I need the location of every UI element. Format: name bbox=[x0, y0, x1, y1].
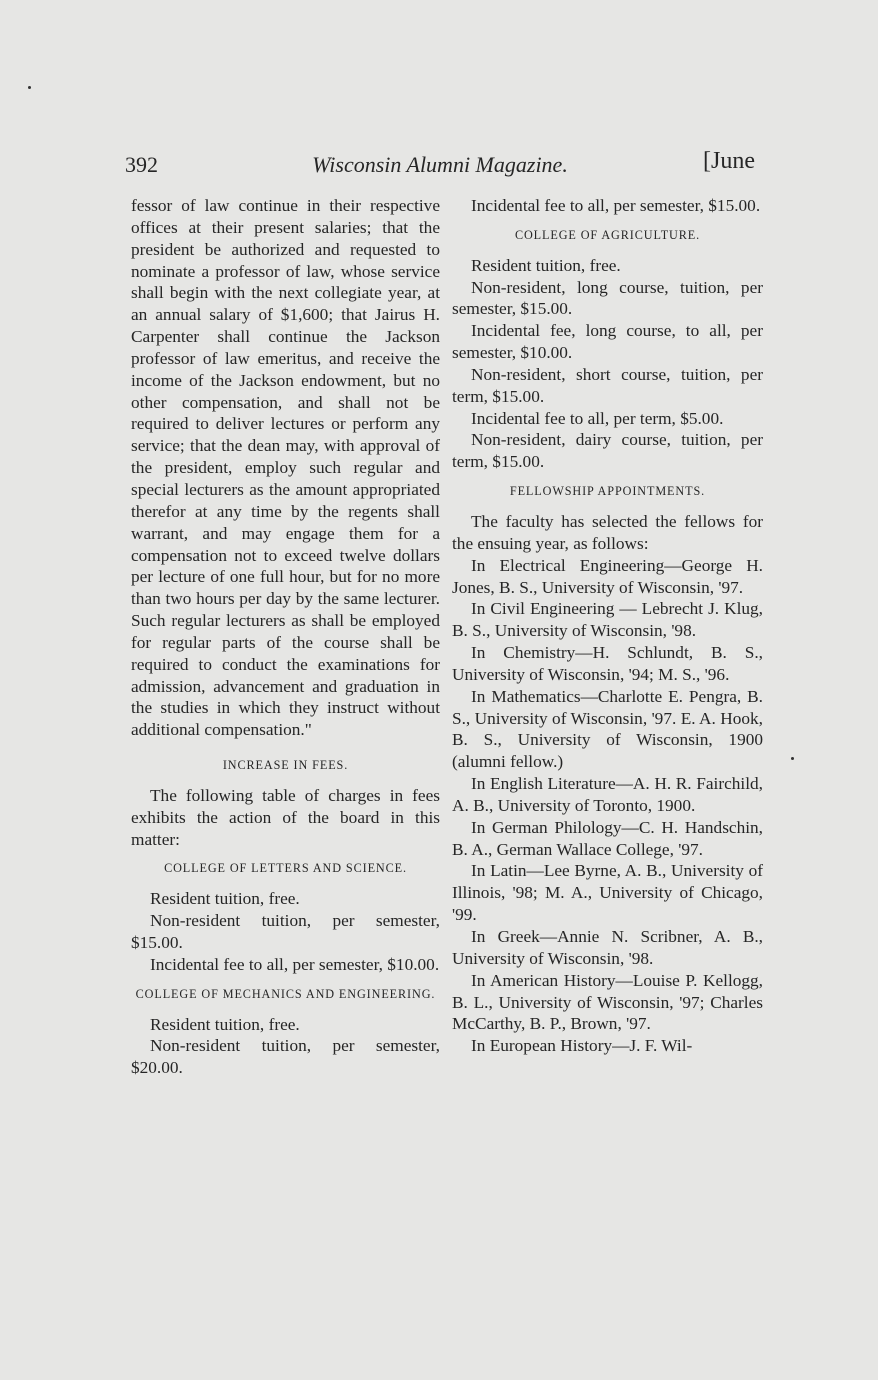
fellowship-entry: In Mathematics—Charlotte E. Pengra, B. S., University of Wisconsin, '97. E. A. Hook, B. S., University of Wisconsin, 1900 (alumni fellow.) bbox=[452, 686, 763, 772]
fee-item: Incidental fee, long course, to all, per semester, $10.00. bbox=[452, 321, 763, 363]
section-heading-mechanics-engineering: COLLEGE OF MECHANICS AND ENGINEERING. bbox=[135, 986, 436, 1001]
scan-speck bbox=[28, 86, 31, 89]
fellowship-entry: In American History—Louise P. Kellogg, B. L., University of Wisconsin, '97; Charles McCarthy, B. P., Brown, '97. bbox=[452, 970, 763, 1034]
fellowship-entry: In Latin—Lee Byrne, A. B., University of Illinois, '98; M. A., University of Chicago, '99. bbox=[452, 861, 763, 925]
section-heading-fellowship-appointments: FELLOWSHIP APPOINTMENTS. bbox=[509, 484, 706, 499]
page-number: 392 bbox=[125, 152, 158, 177]
fellowship-entry: In Chemistry—H. Schlundt, B. S., University of Wisconsin, '94; M. S., '96. bbox=[452, 643, 763, 684]
fee-item: Non-resident, long course, tuition, per semester, $15.00. bbox=[452, 277, 763, 319]
fellowship-entry: In Greek—Annie N. Scribner, A. B., University of Wisconsin, '98. bbox=[452, 927, 763, 968]
running-header bbox=[125, 148, 755, 182]
fellowship-intro: The faculty has selected the fellows for the ensuing year, as follows: bbox=[452, 511, 763, 553]
fee-item: Incidental fee to all, per term, $5.00. bbox=[471, 408, 724, 428]
fellowship-entry: In Electrical Engineering—George H. Jones, B. S., University of Wisconsin, '97. bbox=[452, 555, 763, 597]
scan-speck bbox=[791, 757, 794, 760]
section-heading-letters-science: COLLEGE OF LETTERS AND SCIENCE. bbox=[164, 861, 407, 876]
fee-item: Resident tuition, free. bbox=[471, 255, 621, 275]
fee-item: Non-resident tuition, per semester, $15.00. bbox=[131, 911, 440, 952]
fee-item: Non-resident, short course, tuition, per term, $15.00. bbox=[452, 364, 763, 406]
fee-item: Resident tuition, free. bbox=[150, 1014, 300, 1034]
issue-month: [June bbox=[703, 148, 755, 174]
fee-item: Incidental fee to all, per semester, $10.00. bbox=[150, 954, 440, 974]
fees-intro-paragraph: The following table of charges in fees exhibits the action of the board in this matter: bbox=[131, 785, 440, 849]
fellowship-entry: In German Philology—C. H. Handschin, B. A., German Wallace College, '97. bbox=[452, 817, 763, 859]
law-resolution-paragraph: fessor of law continue in their respective offices at their present salaries; that the president be authorized and requested to nominate a professor of law, whose service shall begin with the next collegiate year, at an annual salary of $1,600; that Jairus H. Carpenter shall continue the Jackson professor of law emeritus, and receive the income of the Jackson endowment, but no other compensation, and shall not be required to deliver lectures or perform any service; that the dean may, with approval of the president, employ such regular and special lecturers as the amount appropriated therefor at any time by the regents shall warrant, and may engage them for a compensation not to exceed twelve dollars per lecture of one full hour, but for no more than two hours per day by the same lecturer. Such regular lecturers as shall be employed for regular parts of the course shall be required to conduct the examinations for admission, advancement and graduation in the studies in which they instruct without additional compensation." bbox=[131, 196, 440, 740]
magazine-title: Wisconsin Alumni Magazine. bbox=[312, 152, 568, 177]
fee-item: Non-resident tuition, per semester, $20.00. bbox=[131, 1036, 440, 1078]
fellowship-entry: In European History—J. F. Wil- bbox=[471, 1036, 693, 1056]
fellowship-entry: In Civil Engineering — Lebrecht J. Klug, B. S., University of Wisconsin, '98. bbox=[452, 599, 763, 641]
right-column bbox=[452, 195, 763, 1057]
fellowship-entry: In English Literature—A. H. R. Fairchild, A. B., University of Toronto, 1900. bbox=[452, 774, 763, 815]
section-heading-agriculture: COLLEGE OF AGRICULTURE. bbox=[514, 227, 701, 242]
left-column bbox=[131, 195, 440, 1079]
fee-item: Incidental fee to all, per semester, $15.00. bbox=[471, 196, 761, 215]
fee-item: Non-resident, dairy course, tuition, per term, $15.00. bbox=[452, 430, 763, 472]
section-heading-increase-in-fees: INCREASE IN FEES. bbox=[222, 758, 349, 773]
fee-item: Resident tuition, free. bbox=[150, 889, 300, 909]
